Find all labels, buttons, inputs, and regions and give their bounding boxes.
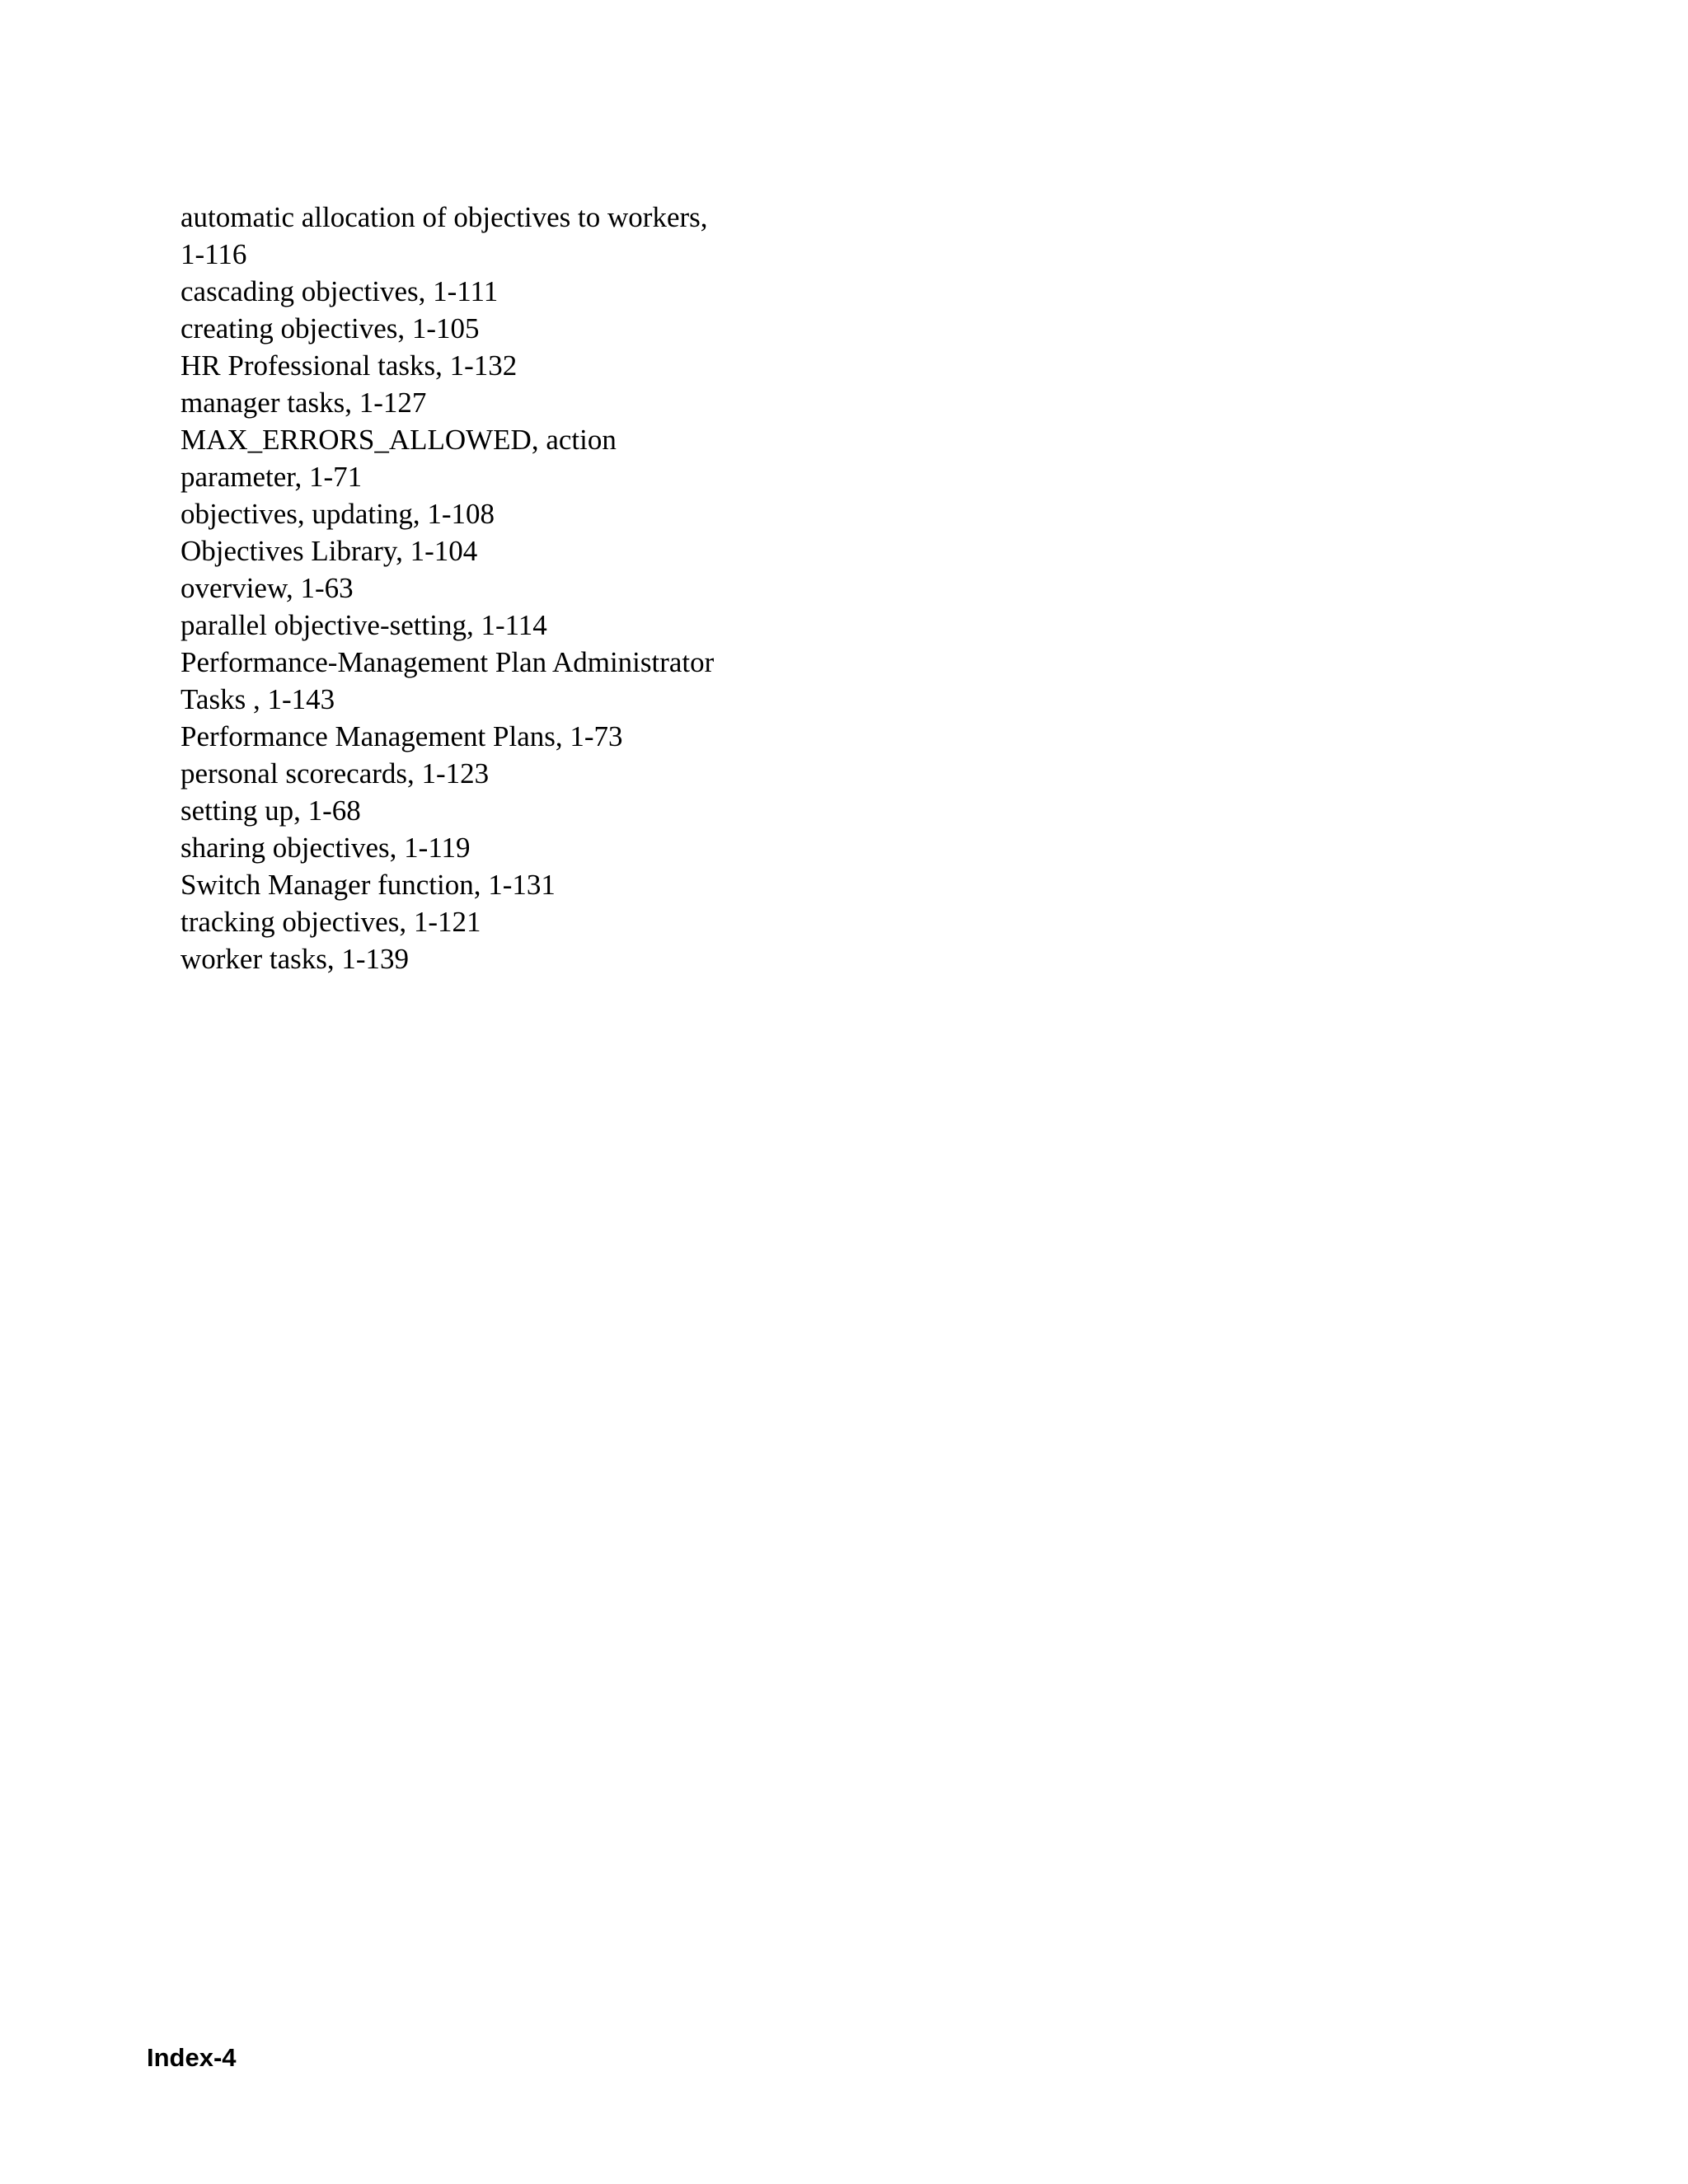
index-line: Performance Management Plans, 1-73 [181, 720, 623, 752]
index-line: 1-116 [181, 238, 247, 270]
index-line: Performance-Management Plan Administrator [181, 646, 715, 678]
index-line: Objectives Library, 1-104 [181, 535, 478, 567]
index-line: manager tasks, 1-127 [181, 387, 427, 419]
index-line: personal scorecards, 1-123 [181, 757, 490, 790]
index-line: sharing objectives, 1-119 [181, 832, 471, 864]
index-line: MAX_ERRORS_ALLOWED, action [181, 424, 617, 456]
index-line: setting up, 1-68 [181, 794, 361, 827]
index-line: parallel objective-setting, 1-114 [181, 609, 547, 641]
index-line: objectives, updating, 1-108 [181, 498, 495, 530]
index-line: parameter, 1-71 [181, 461, 363, 493]
index-line: HR Professional tasks, 1-132 [181, 349, 518, 382]
index-line: automatic allocation of objectives to workers, [181, 201, 708, 233]
index-entries [181, 199, 1005, 977]
index-line: Tasks , 1-143 [181, 683, 335, 715]
index-line: cascading objectives, 1-111 [181, 275, 499, 307]
index-line: Switch Manager function, 1-131 [181, 869, 556, 901]
index-line: worker tasks, 1-139 [181, 943, 410, 975]
index-line: tracking objectives, 1-121 [181, 906, 481, 938]
index-line: creating objectives, 1-105 [181, 312, 480, 344]
page-number-label: Index-4 [147, 2043, 237, 2072]
index-line: overview, 1-63 [181, 572, 354, 604]
